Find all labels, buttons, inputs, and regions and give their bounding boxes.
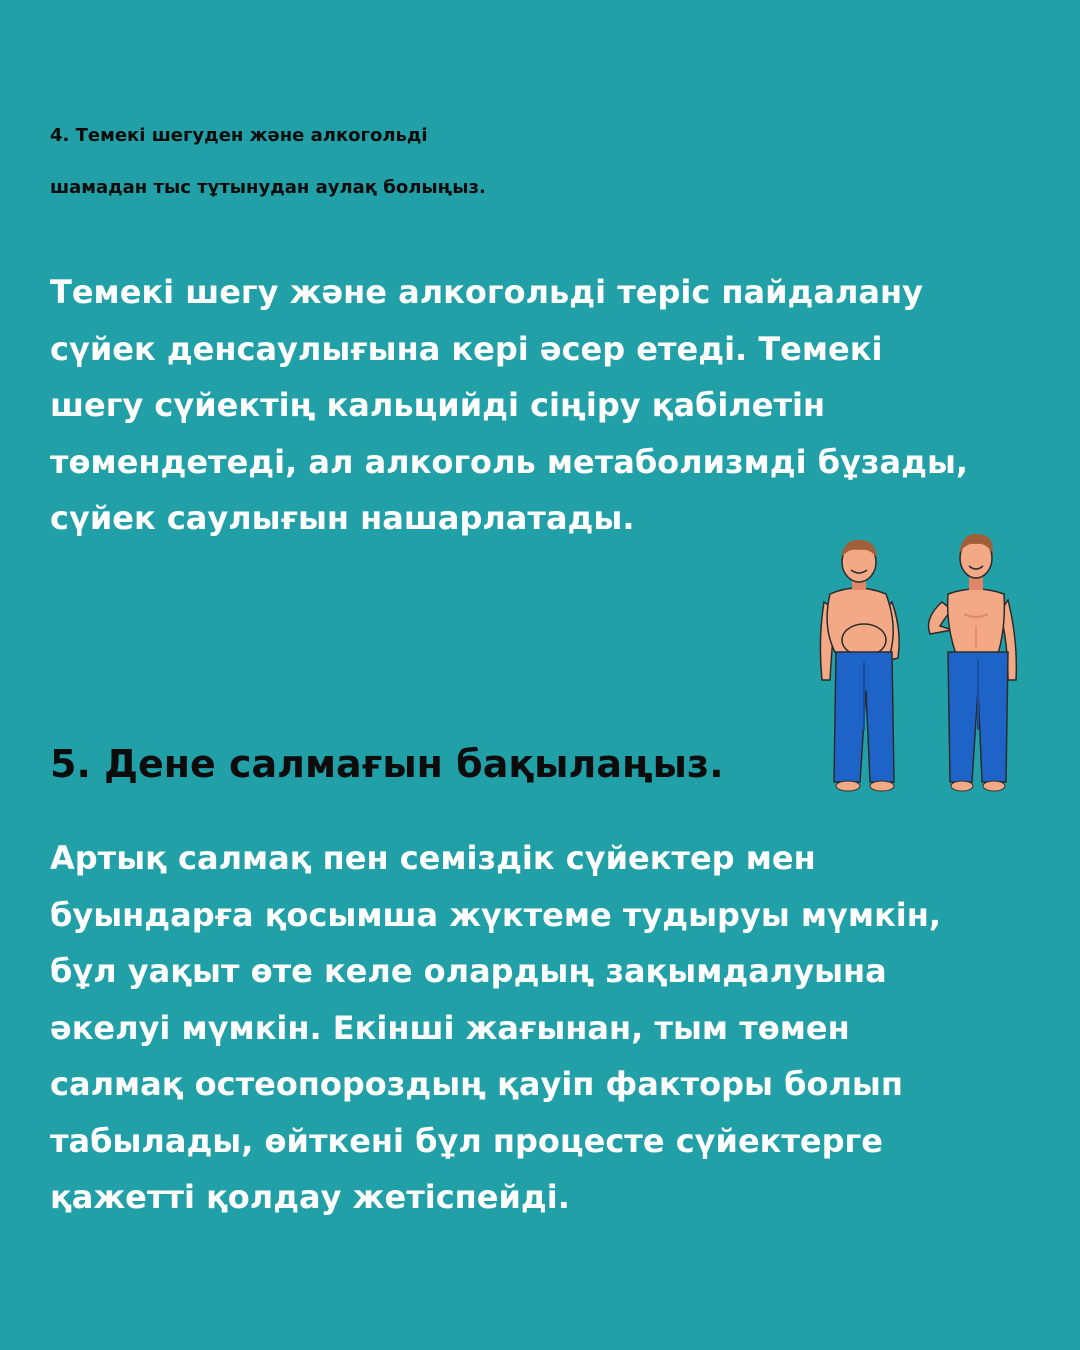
body-line: әкелуі мүмкін. Екінші жағынан, тым төмен (50, 1008, 850, 1047)
section-5-heading: 5. Дене салмағын бақылаңыз. (50, 742, 724, 786)
body-line: төмендетеді, ал алкоголь метаболизмді бұзады, (50, 442, 969, 481)
heading-line: 4. Темекі шегуден және алкогольді (50, 125, 428, 146)
body-line: салмақ остеопороздың қауіп факторы болып (50, 1065, 903, 1103)
body-line: Артық салмақ пен семіздік сүйектер мен (50, 839, 816, 877)
section-4-body (50, 264, 1040, 547)
body-line: Темекі шегу және алкогольді теріс пайдалану (50, 273, 923, 311)
section-5-body (50, 830, 1040, 1226)
slim-man-figure (929, 534, 1017, 791)
overweight-man-figure (820, 540, 899, 791)
body-line: қажетті қолдау жетіспейді. (50, 1178, 570, 1216)
heading-line: шамадан тыс тұтынудан аулақ болыңыз. (50, 177, 486, 198)
body-line: бұл уақыт өте келе олардың зақымдалуына (50, 952, 887, 990)
two-men-weight-comparison-icon (812, 530, 1032, 800)
body-line: сүйек денсаулығына кері әсер етеді. Темекі (50, 329, 883, 368)
body-line: шегу сүйектің кальцийді сіңіру қабілетін (50, 386, 826, 424)
section-4-heading (50, 110, 1070, 214)
body-line: сүйек саулығын нашарлатады. (50, 499, 635, 537)
body-line: буындарға қосымша жүктеме тудыруы мүмкін, (50, 895, 942, 934)
body-line: табылады, өйткені бұл процесте сүйектерге (50, 1121, 883, 1160)
